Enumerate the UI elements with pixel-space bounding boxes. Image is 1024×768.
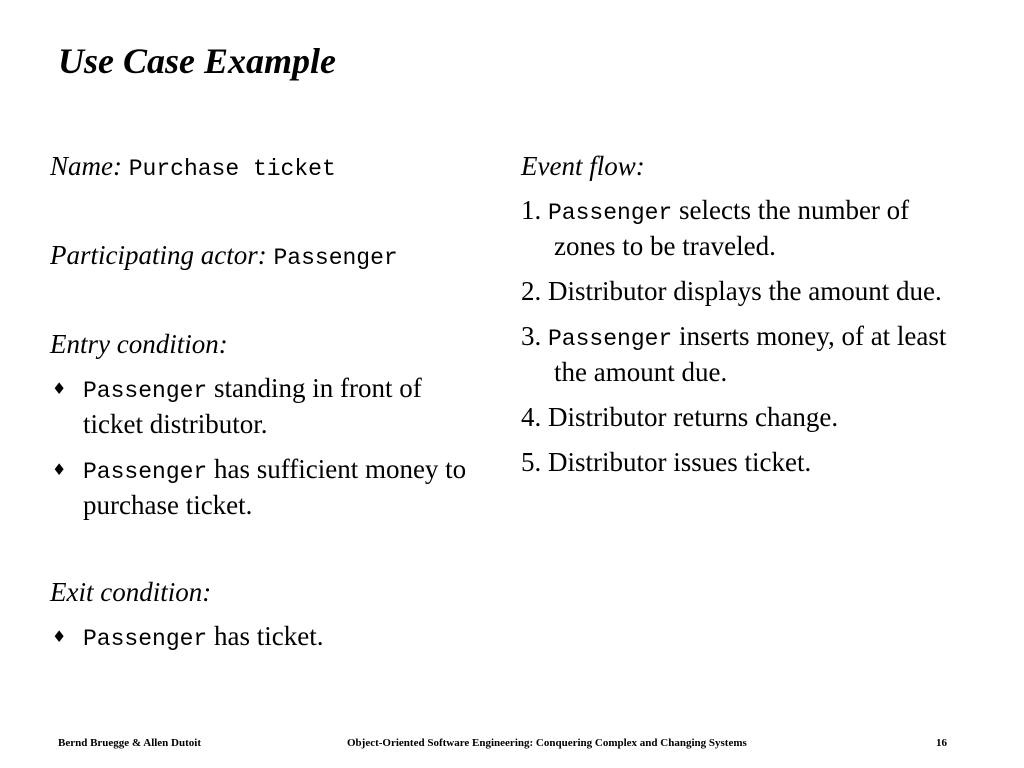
left-column <box>50 150 480 656</box>
exit-item <box>50 620 480 656</box>
actor-label: Participating actor: <box>50 240 267 270</box>
step-number: 5. <box>521 447 542 477</box>
entry-item <box>50 453 480 522</box>
exit-item-text: has ticket. <box>213 621 324 651</box>
name-value: Purchase ticket <box>128 156 336 182</box>
footer-authors: Bernd Bruegge & Allen Dutoit <box>58 737 201 749</box>
footer-book-title: Object-Oriented Software Engineering: Conquering Complex and Changing Systems <box>347 737 747 749</box>
step-number: 3. <box>521 321 542 351</box>
step-number: 1. <box>521 195 542 225</box>
entry-condition-heading: Entry condition: <box>50 329 228 359</box>
actor-field <box>50 239 480 274</box>
step-text: Distributor displays the amount due. <box>548 276 942 306</box>
name-label: Name: <box>50 151 122 181</box>
right-column <box>521 150 961 479</box>
slide-title: Use Case Example <box>58 41 336 81</box>
name-field <box>50 150 480 185</box>
step-text: selects the number of zones to be traveled. <box>554 195 910 261</box>
actor-value: Passenger <box>273 245 398 271</box>
step-text: Distributor returns change. <box>548 402 839 432</box>
entry-item-actor: Passenger <box>83 459 208 485</box>
event-step <box>521 446 961 479</box>
step-text: inserts money, of at least the amount due. <box>554 321 947 387</box>
footer-page-number: 16 <box>936 737 947 749</box>
entry-item-text: has sufficient money to purchase ticket. <box>83 454 467 520</box>
event-step <box>521 401 961 434</box>
event-step <box>521 275 961 308</box>
event-step <box>521 194 961 263</box>
step-actor: Passenger <box>548 326 673 352</box>
entry-item-actor: Passenger <box>83 378 208 404</box>
step-text: Distributor issues ticket. <box>548 447 812 477</box>
step-actor: Passenger <box>548 200 673 226</box>
event-flow-heading: Event flow: <box>521 151 645 181</box>
diamond-bullet-icon: ♦ <box>52 627 67 646</box>
exit-condition-heading: Exit condition: <box>50 577 212 607</box>
event-step <box>521 320 961 389</box>
diamond-bullet-icon: ♦ <box>52 379 67 398</box>
entry-item <box>50 372 480 441</box>
diamond-bullet-icon: ♦ <box>52 460 67 479</box>
exit-item-actor: Passenger <box>83 626 208 652</box>
step-number: 2. <box>521 276 542 306</box>
step-number: 4. <box>521 402 542 432</box>
entry-item-text: standing in front of ticket distributor. <box>83 373 422 439</box>
